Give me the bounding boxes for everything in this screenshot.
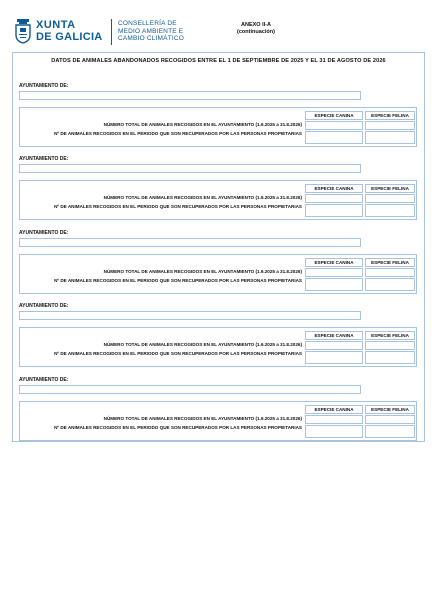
col-header-felina: ESPECIE FELINA (365, 405, 415, 414)
row-label-total: NÚMERO TOTAL DE ANIMALES RECOGIDOS EN EL AYUNTAMIENTO (1.9.2025 a 31.8.2026) (103, 195, 302, 200)
total-felina-field[interactable] (365, 268, 415, 277)
total-felina-field[interactable] (365, 415, 415, 424)
form-frame (12, 52, 425, 442)
col-header-felina: ESPECIE FELINA (365, 258, 415, 267)
animals-table (19, 180, 417, 220)
ayuntamiento-label: AYUNTAMIENTO DE: (19, 230, 69, 236)
col-header-felina: ESPECIE FELINA (365, 111, 415, 120)
page-header (14, 18, 426, 48)
col-header-canina: ESPECIE CANINA (305, 331, 363, 340)
dept-line2: MEDIO AMBIENTE E (118, 27, 184, 35)
col-header-felina: ESPECIE FELINA (365, 331, 415, 340)
total-canina-field[interactable] (305, 415, 363, 424)
logo-text-line1: XUNTA (36, 19, 76, 31)
recovered-canina-field[interactable] (305, 278, 363, 291)
municipality-block (19, 303, 419, 373)
total-felina-field[interactable] (365, 194, 415, 203)
ayuntamiento-label: AYUNTAMIENTO DE: (19, 156, 69, 162)
recovered-felina-field[interactable] (365, 351, 415, 364)
recovered-felina-field[interactable] (365, 278, 415, 291)
ayuntamiento-field[interactable] (19, 385, 361, 394)
row-label-recovered: Nº DE ANIMALES RECOGIDOS EN EL PERIODO QUE SON RECUPERADOS POR LAS PERSONAS PROPIETARIAS (54, 204, 302, 209)
municipality-block (19, 83, 419, 153)
municipality-block (19, 156, 419, 226)
municipality-block (19, 230, 419, 300)
col-header-canina: ESPECIE CANINA (305, 258, 363, 267)
total-canina-field[interactable] (305, 194, 363, 203)
recovered-felina-field[interactable] (365, 204, 415, 217)
ayuntamiento-field[interactable] (19, 91, 361, 100)
row-label-recovered: Nº DE ANIMALES RECOGIDOS EN EL PERIODO QUE SON RECUPERADOS POR LAS PERSONAS PROPIETARIAS (54, 351, 302, 356)
animals-table (19, 401, 417, 441)
row-label-total: NÚMERO TOTAL DE ANIMALES RECOGIDOS EN EL AYUNTAMIENTO (1.9.2025 a 31.8.2026) (103, 269, 302, 274)
animals-table (19, 327, 417, 367)
col-header-canina: ESPECIE CANINA (305, 184, 363, 193)
recovered-canina-field[interactable] (305, 351, 363, 364)
total-felina-field[interactable] (365, 121, 415, 130)
recovered-canina-field[interactable] (305, 204, 363, 217)
total-canina-field[interactable] (305, 341, 363, 350)
recovered-felina-field[interactable] (365, 131, 415, 144)
ayuntamiento-label: AYUNTAMIENTO DE: (19, 377, 69, 383)
row-label-recovered: Nº DE ANIMALES RECOGIDOS EN EL PERIODO QUE SON RECUPERADOS POR LAS PERSONAS PROPIETARIAS (54, 131, 302, 136)
ayuntamiento-field[interactable] (19, 311, 361, 320)
ayuntamiento-field[interactable] (19, 164, 361, 173)
row-label-total: NÚMERO TOTAL DE ANIMALES RECOGIDOS EN EL AYUNTAMIENTO (1.9.2025 a 31.8.2026) (103, 416, 302, 421)
galicia-crest-icon (14, 18, 32, 44)
row-label-total: NÚMERO TOTAL DE ANIMALES RECOGIDOS EN EL AYUNTAMIENTO (1.9.2025 a 31.8.2026) (103, 342, 302, 347)
ayuntamiento-label: AYUNTAMIENTO DE: (19, 303, 69, 309)
annex-title: ANEXO II-A (241, 22, 271, 28)
animals-table (19, 107, 417, 147)
col-header-felina: ESPECIE FELINA (365, 184, 415, 193)
municipality-block (19, 377, 419, 447)
row-label-recovered: Nº DE ANIMALES RECOGIDOS EN EL PERIODO QUE SON RECUPERADOS POR LAS PERSONAS PROPIETARIAS (54, 278, 302, 283)
dept-line1: CONSELLERÍA DE (118, 20, 177, 27)
total-canina-field[interactable] (305, 121, 363, 130)
total-canina-field[interactable] (305, 268, 363, 277)
col-header-canina: ESPECIE CANINA (305, 111, 363, 120)
dept-line3: CAMBIO CLIMÁTICO (118, 35, 185, 42)
header-divider (111, 19, 112, 45)
total-felina-field[interactable] (365, 341, 415, 350)
recovered-canina-field[interactable] (305, 425, 363, 438)
xunta-logo (14, 18, 104, 46)
col-header-canina: ESPECIE CANINA (305, 405, 363, 414)
ayuntamiento-label: AYUNTAMIENTO DE: (19, 83, 69, 89)
annex-heading (226, 22, 286, 36)
animals-table (19, 254, 417, 294)
annex-subtitle: (continuación) (237, 29, 275, 35)
logo-text-line2: DE GALICIA (36, 31, 103, 43)
ayuntamiento-field[interactable] (19, 238, 361, 247)
recovered-felina-field[interactable] (365, 425, 415, 438)
department-name (118, 20, 184, 43)
row-label-total: NÚMERO TOTAL DE ANIMALES RECOGIDOS EN EL AYUNTAMIENTO (1.9.2025 a 31.8.2026) (103, 122, 302, 127)
form-title: DATOS DE ANIMALES ABANDONADOS RECOGIDOS ENTRE EL 1 DE SEPTIEMBRE DE 2025 Y EL 31 DE AGOSTO DE 2026 (51, 58, 386, 64)
row-label-recovered: Nº DE ANIMALES RECOGIDOS EN EL PERIODO QUE SON RECUPERADOS POR LAS PERSONAS PROPIETARIAS (54, 425, 302, 430)
recovered-canina-field[interactable] (305, 131, 363, 144)
